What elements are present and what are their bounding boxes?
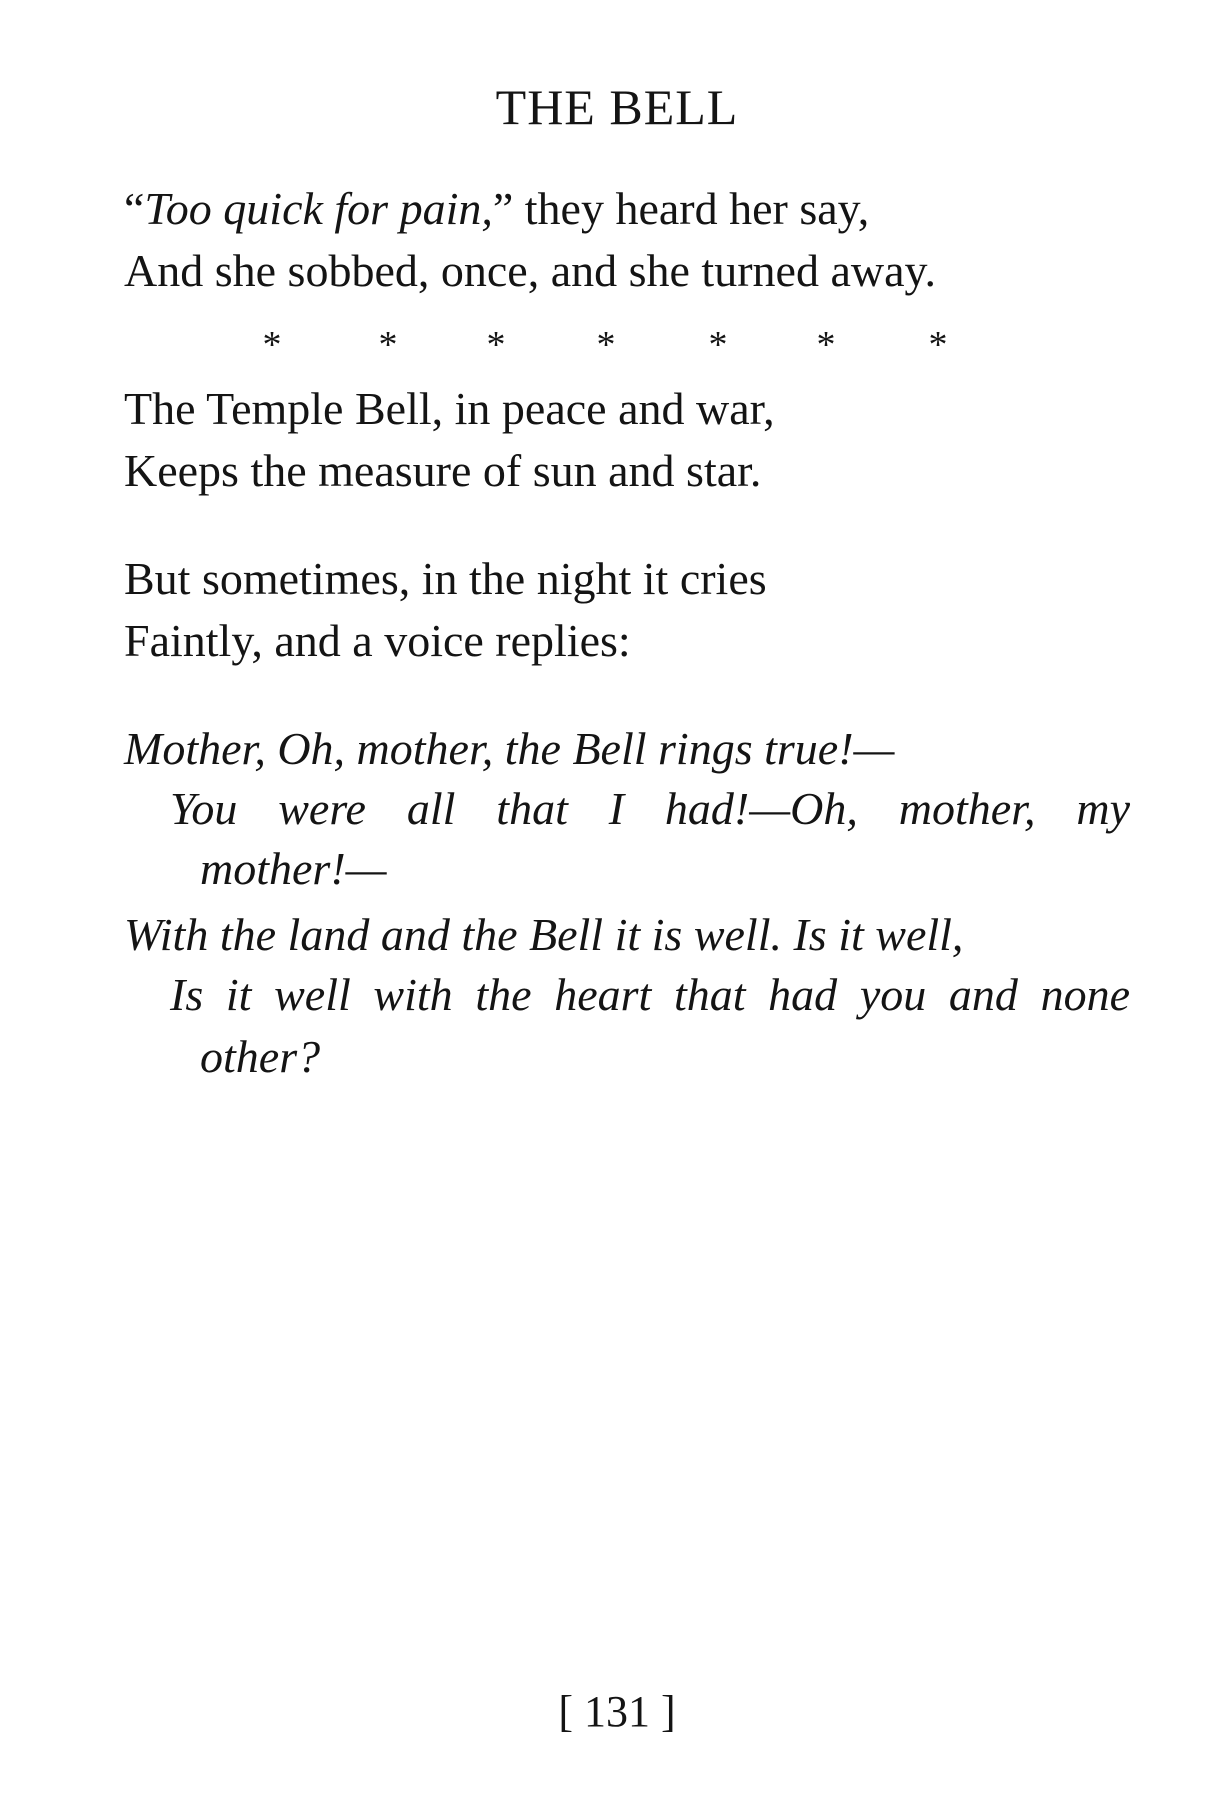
open-quote: “ [124,183,145,234]
stanza1-line1 [124,183,870,234]
stanza4-line2-continuation: mother!— [200,843,387,894]
stanza4-line3: With the land and the Bell it is well. Is it well, [124,909,964,960]
stanza2-line2: Keeps the measure of sun and star. [124,445,762,496]
stanza4-line4: Is it well with the heart that had you and none [170,969,1130,1020]
separator-asterisk: * [486,324,506,366]
stanza4-line4-continuation: other? [200,1031,321,1082]
page-number: [ 131 ] [558,1687,676,1736]
poem-title: THE BELL [495,79,739,135]
stanza2-line1: The Temple Bell, in peace and war, [124,383,775,434]
separator-asterisk: * [816,324,836,366]
stanza3-line2: Faintly, and a voice replies: [124,615,631,666]
stanza1-line2: And she sobbed, once, and she turned away. [124,245,937,296]
separator-asterisk: * [708,324,728,366]
stanza4-line1: Mother, Oh, mother, the Bell rings true!— [124,723,895,774]
stanza4-line2: You were all that I had!—Oh, mother, my [170,783,1130,834]
quoted-phrase: Too quick for pain, [144,183,493,234]
stanza3-line1: But sometimes, in the night it cries [124,553,767,604]
separator-asterisk: * [596,324,616,366]
line-remainder: ” they heard her say, [492,183,870,234]
separator-asterisk: * [262,324,282,366]
separator-asterisk: * [928,324,948,366]
separator-asterisk: * [378,324,398,366]
